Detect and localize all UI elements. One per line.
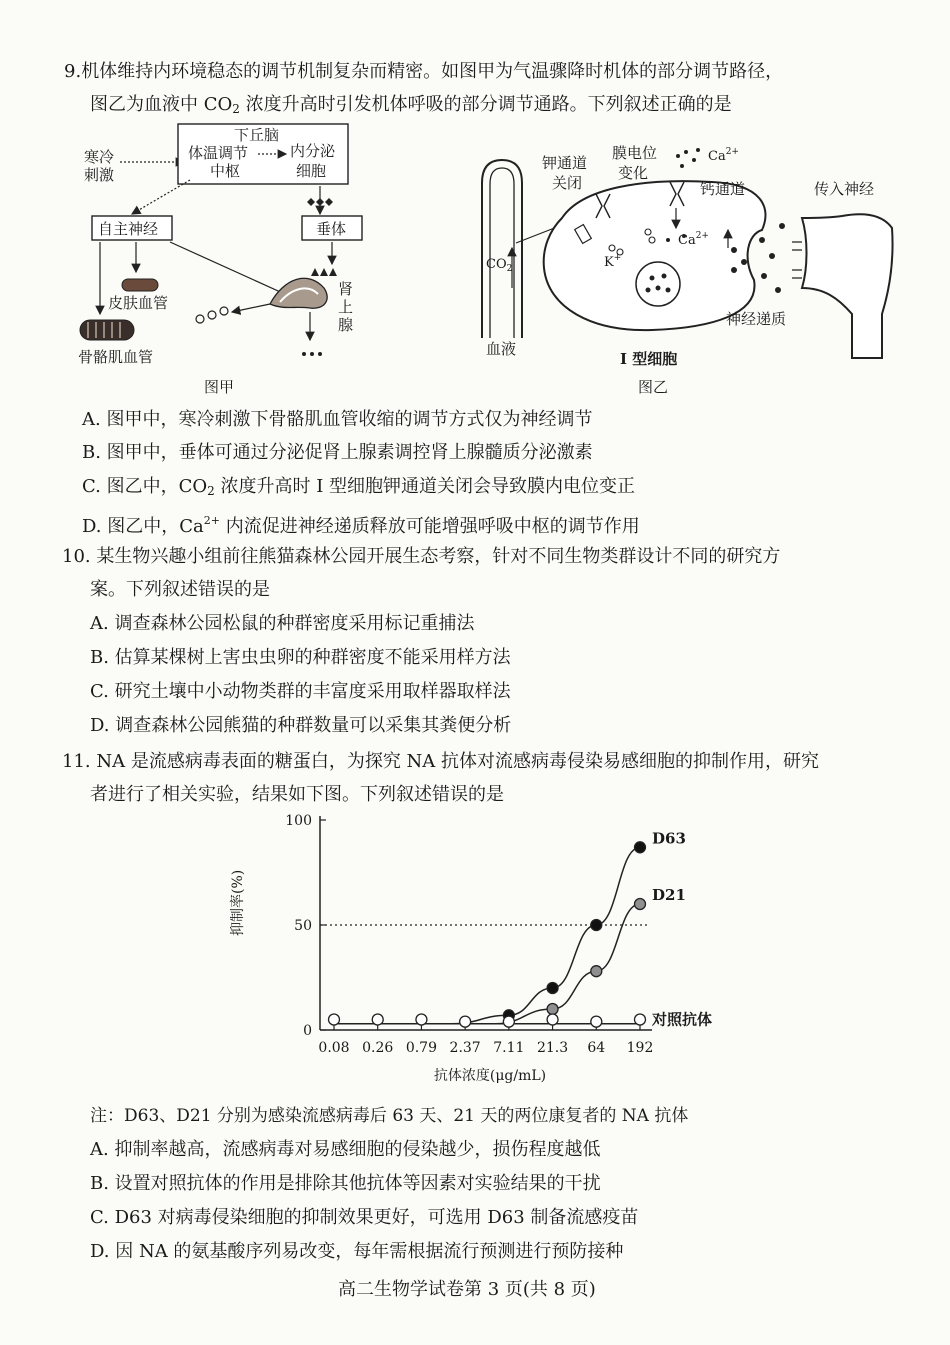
- q11-option-b: B. 设置对照抗体的作用是排除其他抗体等因素对实验结果的干扰: [90, 1173, 601, 1194]
- co2-label: $CO_2$: [486, 257, 513, 274]
- skin-vessel-shape: [122, 279, 158, 291]
- figure-a-caption: 图甲: [204, 378, 235, 396]
- membrane-potential-label-1: 膜电位: [612, 144, 658, 162]
- cold-label-2: 刺激: [84, 166, 115, 184]
- y-tick-label-2: 100: [285, 813, 312, 829]
- q10-stem-line2: 案。下列叙述错误的是: [90, 579, 270, 600]
- figure-b-diagram: [472, 138, 902, 400]
- x-tick-label-1: 0.26: [362, 1040, 394, 1056]
- skeletal-muscle-vessel-label: 骨骼肌血管: [78, 348, 154, 366]
- x-tick-label-6: 64: [587, 1040, 606, 1056]
- point-对照抗体-0.26: [372, 1014, 383, 1025]
- point-对照抗体-192: [635, 1014, 646, 1025]
- q11-stem-line2: 者进行了相关实验，结果如下图。下列叙述错误的是: [90, 784, 504, 805]
- q11-option-c: C. D63 对病毒侵染细胞的抑制效果更好，可选用 D63 制备流感疫苗: [90, 1207, 639, 1228]
- type-i-cell-label: I 型细胞: [620, 350, 678, 368]
- point-D63-21.3: [547, 983, 558, 994]
- q9-option-b: B. 图甲中，垂体可通过分泌促肾上腺素调控肾上腺髓质分泌激素: [82, 442, 593, 463]
- q11-option-a: A. 抑制率越高，流感病毒对易感细胞的侵染越少，损伤程度越低: [90, 1139, 601, 1160]
- endocrine-label-1: 内分泌: [290, 142, 336, 160]
- adrenal-label-2: 上: [338, 298, 354, 316]
- k-channel-label-2: 关闭: [552, 174, 583, 192]
- center-label-2: 中枢: [210, 162, 241, 180]
- neurotransmitter-label: 神经递质: [726, 310, 787, 328]
- x-tick-label-7: 192: [626, 1040, 654, 1056]
- point-D21-192: [635, 899, 646, 910]
- x-tick-label-2: 0.79: [405, 1040, 438, 1056]
- series-line-D63: [452, 847, 640, 1023]
- page-footer: 高二生物学试卷第 3 页(共 8 页): [338, 1279, 596, 1300]
- y-axis-title: 抑制率(%): [230, 869, 246, 936]
- autonomic-nerve-label: 自主神经: [98, 220, 159, 238]
- series-label-对照抗体: 对照抗体: [652, 1010, 713, 1029]
- x-axis-title: 抗体浓度(μg/mL): [433, 1068, 547, 1084]
- point-D21-21.3: [547, 1004, 558, 1015]
- blood-label: 血液: [486, 340, 517, 358]
- y-tick-label-0: 0: [303, 1023, 312, 1039]
- afferent-nerve-shape: [802, 214, 893, 358]
- calcium-channel-label: 钙通道: [700, 180, 746, 198]
- q11-note: 注：D63、D21 分别为感染流感病毒后 63 天、21 天的两位康复者的 NA 抗体: [90, 1106, 689, 1126]
- figure-a-diagram: [70, 118, 400, 400]
- point-D21-64: [591, 966, 602, 977]
- vesicle-shape: [636, 262, 680, 306]
- q11-stem-line1: 11. NA 是流感病毒表面的糖蛋白，为探究 NA 抗体对流感病毒侵染易感细胞的抑制作用，研究: [62, 751, 820, 772]
- point-D63-192: [635, 842, 646, 853]
- point-对照抗体-0.79: [416, 1014, 427, 1025]
- calcium-ion-label-outside: $Ca^{2+}$: [708, 147, 739, 164]
- adrenal-secretion-dots: [302, 352, 322, 356]
- point-对照抗体-2.37: [460, 1016, 471, 1027]
- inhibition-rate-chart: [230, 808, 760, 1098]
- membrane-potential-label-2: 变化: [618, 164, 649, 182]
- point-对照抗体-64: [591, 1016, 602, 1027]
- calcium-ion-dots-outside: [676, 148, 700, 168]
- q9-stem-line2: 图乙为血液中 $CO_2$ 浓度升高时引发机体呼吸的部分调节通路。下列叙述正确的是: [90, 94, 732, 116]
- x-tick-label-4: 7.11: [493, 1040, 525, 1056]
- k-ion-label: K+: [604, 253, 622, 270]
- calcium-ion-label-inside: $Ca^{2+}$: [678, 231, 709, 248]
- point-对照抗体-21.3: [547, 1014, 558, 1025]
- q10-option-b: B. 估算某棵树上害虫虫卵的种群密度不能采用样方法: [90, 647, 511, 668]
- x-tick-label-0: 0.08: [318, 1040, 350, 1056]
- afferent-nerve-label: 传入神经: [814, 180, 875, 198]
- pituitary-label: 垂体: [316, 220, 347, 238]
- q11-option-d: D. 因 NA 的氨基酸序列易改变，每年需根据流行预测进行预防接种: [90, 1241, 624, 1262]
- receptor-icons: [792, 242, 802, 278]
- x-tick-label-5: 21.3: [536, 1040, 569, 1056]
- series-line-D21: [496, 904, 640, 1024]
- q9-option-d: D. 图乙中，$Ca^{2+}$ 内流促进神经递质释放可能增强呼吸中枢的调节作用: [82, 514, 640, 537]
- endocrine-label-2: 细胞: [296, 162, 327, 180]
- cold-label-1: 寒冷: [84, 148, 115, 166]
- center-to-autonomic-arrow: [132, 180, 190, 214]
- adrenal-label-1: 肾: [338, 280, 354, 298]
- k-channel-label-1: 钾通道: [542, 154, 588, 172]
- series-label-D21: D21: [652, 886, 686, 904]
- skeletal-muscle-vessel-shape: [80, 320, 134, 340]
- point-D63-64: [591, 920, 602, 931]
- skin-vessel-label: 皮肤血管: [108, 294, 169, 312]
- hypothalamus-label: 下丘脑: [234, 126, 280, 144]
- point-对照抗体-0.08: [329, 1014, 340, 1025]
- type-i-cell-shape: [544, 181, 766, 330]
- adrenal-label-3: 腺: [338, 316, 354, 334]
- q9-number: 9.: [64, 61, 82, 82]
- q10-stem-line1: 10. 某生物兴趣小组前往熊猫森林公园开展生态考察，针对不同生物类群设计不同的研究方: [62, 546, 781, 567]
- hormone-circles: [196, 307, 228, 323]
- series-label-D63: D63: [652, 829, 686, 848]
- center-label-1: 体温调节: [188, 144, 249, 162]
- hormone-triangles: [311, 268, 337, 276]
- y-tick-label-1: 50: [294, 918, 312, 934]
- point-对照抗体-7.11: [503, 1016, 514, 1027]
- q10-option-c: C. 研究土壤中小动物类群的丰富度采用取样器取样法: [90, 681, 511, 702]
- q9-option-a: A. 图甲中，寒冷刺激下骨骼肌血管收缩的调节方式仅为神经调节: [82, 409, 593, 430]
- q9-stem-line1: [64, 60, 783, 84]
- q9-stem-text1: 机体维持内环境稳态的调节机制复杂而精密。如图甲为气温骤降时机体的部分调节路径，: [81, 61, 784, 82]
- q9-option-c: C. 图乙中，$CO_2$ 浓度升高时 I 型细胞钾通道关闭会导致膜内电位变正: [82, 476, 636, 498]
- figure-b-caption: 图乙: [638, 378, 669, 396]
- blood-vessel-shape: [482, 160, 522, 338]
- q10-option-d: D. 调查森林公园熊猫的种群数量可以采集其粪便分析: [90, 715, 512, 736]
- q10-option-a: A. 调查森林公园松鼠的种群密度采用标记重捕法: [90, 613, 475, 634]
- x-tick-label-3: 2.37: [449, 1040, 481, 1056]
